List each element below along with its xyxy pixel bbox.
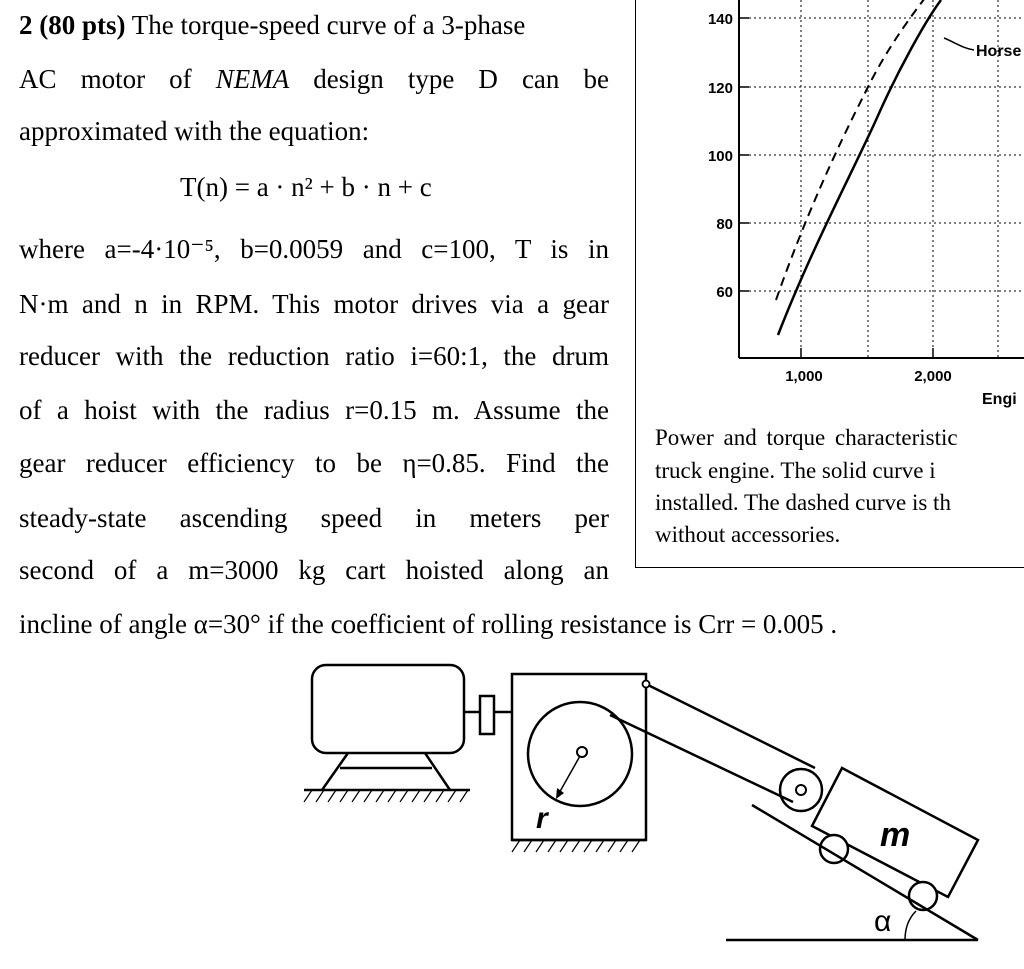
- problem-line-12: incline of angle α=30° if the coefficient of rolling resistance is Crr = 0.005 .: [19, 609, 838, 639]
- rope-anchor: [643, 681, 650, 688]
- equation: T(n) = a · n² + b · n + c: [180, 172, 432, 202]
- cart-mass-label: m: [880, 816, 911, 854]
- problem-line-7: reducer with the reduction ratio i=60:1, the drum: [19, 341, 609, 371]
- coupling: [480, 696, 494, 734]
- caption-line-3: installed. The dashed curve is th: [655, 490, 951, 515]
- rope-upper: [646, 684, 815, 768]
- curve-label-pointer: [944, 38, 974, 50]
- incline-angle-label: α: [874, 905, 892, 938]
- problem-points: (80 pts): [39, 10, 126, 40]
- radius-arrow: [558, 756, 580, 795]
- motor-stand: [322, 753, 450, 790]
- x-axis-label: Engi: [982, 391, 1017, 408]
- solid-curve: [778, 0, 941, 335]
- caption-line-2: truck engine. The solid curve i: [655, 458, 936, 483]
- y-tick-60: 60: [716, 284, 733, 301]
- problem-line-6: N·m and n in RPM. This motor drives via a gear: [19, 289, 609, 319]
- problem-line-5: where a=-4·10⁻⁵, b=0.0059 and c=100, T is in: [19, 234, 609, 264]
- ground-hatching: [304, 790, 640, 852]
- dashed-curve: [776, 0, 931, 300]
- x-tick-2000: 2,000: [914, 368, 952, 385]
- hoist-diagram: [0, 650, 1024, 969]
- motor-body: [312, 665, 464, 753]
- radius-arrowhead: [556, 788, 564, 799]
- y-tick-80: 80: [716, 216, 733, 233]
- problem-line-9: gear reducer efficiency to be η=0.85. Find the: [19, 448, 609, 478]
- problem-line-10: steady-state ascending speed in meters per: [19, 503, 609, 533]
- x-tick-1000: 1,000: [785, 368, 823, 385]
- problem-line-8: of a hoist with the radius r=0.15 m. Assume the: [19, 395, 609, 425]
- angle-arc: [905, 911, 916, 940]
- power-torque-chart: [636, 0, 1024, 420]
- problem-line-11: second of a m=3000 kg cart hoisted along an: [19, 555, 609, 585]
- rope-lower: [610, 715, 793, 802]
- curve-label: Horse: [976, 43, 1022, 60]
- y-tick-100: 100: [707, 148, 733, 165]
- pulley: [780, 769, 822, 811]
- problem-line-1-rest: The torque-speed curve of a 3-phase: [131, 10, 526, 40]
- pulley-axle: [796, 785, 806, 795]
- drum-axle: [577, 747, 587, 757]
- problem-line-1: [19, 12, 525, 39]
- problem-number: 2: [19, 10, 33, 40]
- y-tick-140: 140: [707, 11, 733, 28]
- problem-line-3: approximated with the equation:: [19, 116, 370, 146]
- caption-line-4: without accessories.: [655, 522, 841, 547]
- drum-radius-label: r: [536, 802, 548, 835]
- caption-line-1: Power and torque characteristic: [655, 425, 958, 450]
- problem-line-2: AC motor of NEMA design type D can be: [19, 64, 609, 94]
- y-tick-120: 120: [707, 80, 733, 97]
